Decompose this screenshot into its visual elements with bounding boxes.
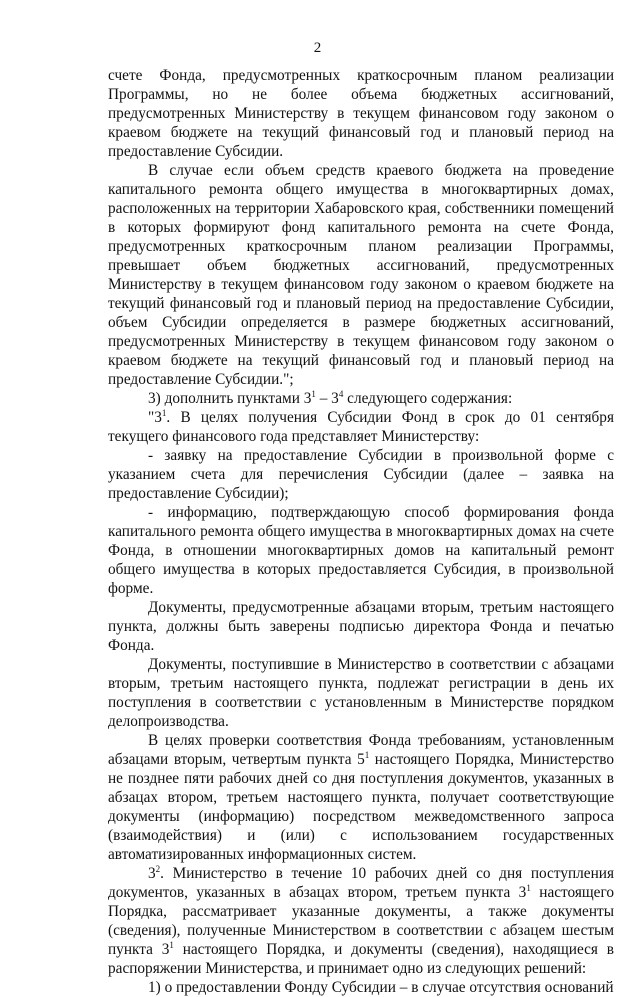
text-run: . В целях получения Субсидии Фонд в срок до 01 сентября текущего финансового года представляет Министерству: bbox=[108, 409, 614, 445]
text-run: – 3 bbox=[315, 390, 339, 407]
text-run: Документы, предусмотренные абзацами вторым, третьим настоящего пункта, должны быть заверены подписью директора Фонда и печатью Фонда. bbox=[108, 599, 614, 654]
paragraph-p4 bbox=[108, 408, 614, 446]
text-run: 3 bbox=[148, 865, 156, 882]
paragraph-p11 bbox=[108, 978, 614, 997]
text-run: В целях проверки соответствия Фонда требованиям, установленным абзацами вторым, четвертым пункта 5 bbox=[108, 732, 614, 768]
text-run: 1) о предоставлении Фонду Субсидии – в случае отсутствия оснований bbox=[148, 979, 614, 996]
paragraph-p2 bbox=[108, 161, 614, 389]
paragraph-p1 bbox=[108, 66, 614, 161]
superscript: 1 bbox=[169, 940, 174, 950]
text-run: В случае если объем средств краевого бюджета на проведение капитального ремонта общего имущества в многоквартирных домах, расположенных на территории Хабаровского края, собственники помещений в которых формируют фонд капитального ремонта на счете Фонда, предусмотренных краткосрочным планом реализации Программы, превышает объем бюджетных ассигнований, предусмотренных Министерству в текущем финансовом году законом о краевом бюджете на текущий финансовый год и плановый период на предоставление Субсидии, объем Субсидии определяется в размере бюджетных ассигнований, предусмотренных Министерству в текущем финансовом году законом о краевом бюджете на текущий финансовый год и плановый период на предоставление Субсидии."; bbox=[108, 162, 614, 388]
text-run: следующего содержания: bbox=[343, 390, 513, 407]
paragraph-p3 bbox=[108, 389, 614, 408]
paragraph-p8 bbox=[108, 655, 614, 731]
text-run: 3) дополнить пунктами 3 bbox=[148, 390, 312, 407]
document-body bbox=[108, 66, 614, 997]
superscript: 1 bbox=[311, 389, 316, 399]
text-run: . Министерство в течение 10 рабочих дней со дня поступления документов, указанных в абзацах втором, третьем пункта 3 bbox=[108, 865, 614, 901]
superscript: 2 bbox=[155, 864, 161, 874]
superscript: 1 bbox=[526, 883, 531, 893]
paragraph-p5 bbox=[108, 446, 614, 503]
superscript: 4 bbox=[338, 389, 344, 399]
superscript: 1 bbox=[161, 408, 167, 418]
paragraph-p6 bbox=[108, 503, 614, 598]
text-run: настоящего Порядка, и документы (сведения), находящиеся в распоряжении Министерства, и принимает одно из следующих решений: bbox=[108, 941, 614, 977]
text-run: Документы, поступившие в Министерство в соответствии с абзацами вторым, третьим настоящего пункта, подлежат регистрации в день их поступления в соответствии с установленным в Министерстве порядком делопроизводства. bbox=[108, 656, 614, 730]
text-run: счете Фонда, предусмотренных краткосрочным планом реализации Программы, но не более объема бюджетных ассигнований, предусмотренных Министерству в текущем финансовом году законом о краевом бюджете на текущий финансовый год и плановый период на предоставление Субсидии. bbox=[108, 67, 614, 160]
superscript: 1 bbox=[364, 750, 370, 760]
paragraph-p7 bbox=[108, 598, 614, 655]
text-run: "3 bbox=[148, 409, 162, 426]
text-run: настоящего Порядка, Министерство не позднее пяти рабочих дней со дня поступления документов, указанных в абзацах втором, третьем настоящего пункта, получает соответствующие документы (информацию) посредством межведомственного запроса (взаимодействия) и (или) с использованием государственных автоматизированных информационных систем. bbox=[108, 751, 615, 863]
paragraph-p10 bbox=[108, 864, 614, 978]
text-run: настоящего Порядка, рассматривает указанные документы, а также документы (сведения), полученные Министерством в соответствии с абзацем шестым пункта 3 bbox=[108, 884, 615, 958]
text-run: - информацию, подтверждающую способ формирования фонда капитального ремонта общего имущества в многоквартирных домах на счете Фонда, в отношении многоквартирных домов на капитальный ремонт общего имущества в которых предоставляется Субсидия, в произвольной форме. bbox=[108, 504, 614, 597]
paragraph-p9 bbox=[108, 731, 614, 864]
text-run: - заявку на предоставление Субсидии в произвольной форме с указанием счета для перечисления Субсидии (далее – заявка на предоставление Субсидии); bbox=[108, 447, 614, 502]
page-number: 2 bbox=[313, 40, 322, 56]
